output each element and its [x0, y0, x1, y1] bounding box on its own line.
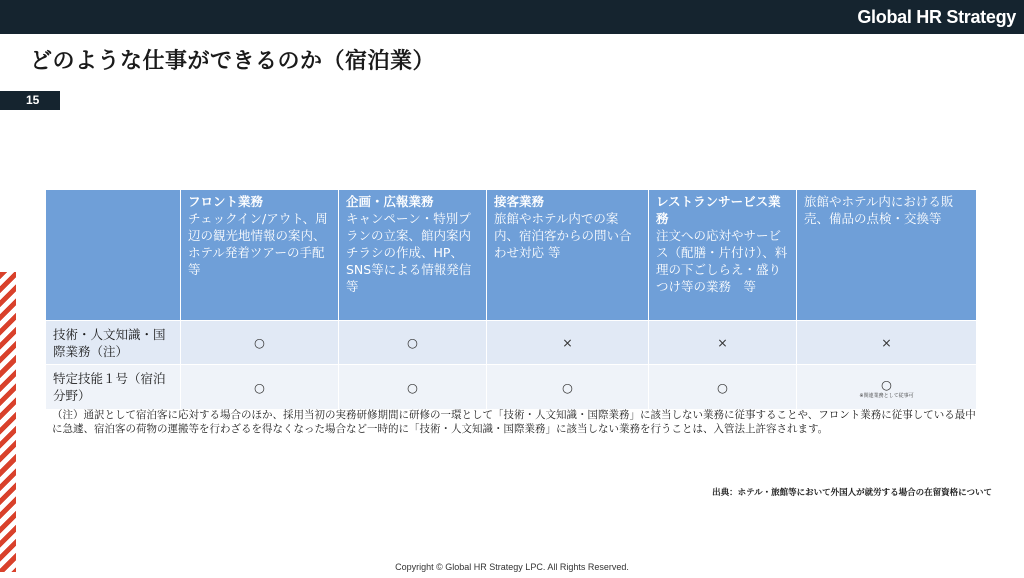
header-cell-planning: [339, 190, 487, 321]
source-citation: 出典：ホテル・旅館等において外国人が就労する場合の在留資格について: [712, 488, 992, 498]
mark-cell: ○: [339, 321, 487, 365]
mark-cell: ○: [649, 365, 797, 410]
header-detail: 旅館やホテル内での案内、宿泊客からの問い合わせ対応 等: [494, 211, 632, 260]
page-number: 15: [0, 91, 60, 110]
table-row: [46, 321, 977, 365]
header-cell-front: [181, 190, 339, 321]
row-label: 技術・人文知識・国際業務（注）: [46, 321, 181, 365]
mark-cell: ○: [487, 365, 649, 410]
footnote: （注）通訳として宿泊客に応対する場合のほか、採用当初の実務研修期間に研修の一環として「技術・人文知識・国際業務」に該当しない業務に従事することや、フロント業務に従事している最中に急遽、宿泊客の荷物の運搬等を行わざるを得なくなった場合など一時的に「技術・人文知識・国際業務」に該当しない業務を行うことは、入管法上許容されます。: [52, 409, 976, 435]
mark-cell: ×: [487, 321, 649, 365]
header-detail: 旅館やホテル内における販売、備品の点検・交換等: [804, 194, 954, 226]
mark-cell: ×: [649, 321, 797, 365]
decorative-stripes: [0, 272, 16, 572]
company-logo: Global HR Strategy: [857, 7, 1016, 27]
mark-cell-with-note: [797, 365, 977, 410]
mark-cell: ×: [797, 321, 977, 365]
mark-subnote: ※関連業務として従事可: [859, 392, 914, 399]
mark-cell: ○: [181, 365, 339, 410]
header-detail: キャンペーン・特別プランの立案、館内案内チラシの作成、HP、SNS等による情報発信 等: [346, 211, 484, 294]
header-detail: チェックイン/アウト、周辺の観光地情報の案内、ホテル発着ツアーの手配 等: [188, 211, 338, 277]
mark-cell: ○: [181, 321, 339, 365]
header-category: 企画・広報業務: [346, 194, 434, 209]
header-cell-restaurant: [649, 190, 797, 321]
table-header-row: [46, 190, 977, 321]
header-category: フロント業務: [188, 194, 264, 209]
table-row: [46, 365, 977, 410]
header-category: レストランサービス業務: [656, 194, 781, 226]
header-cell-other: [797, 190, 977, 321]
mark-cell: ○: [339, 365, 487, 410]
mark: ○: [881, 376, 892, 392]
header-detail: 注文への応対やサービス（配膳・片付け）、料理の下ごしらえ・盛りつけ等の業務 等: [656, 228, 788, 294]
header-cell-service: [487, 190, 649, 321]
copyright: Copyright © Global HR Strategy LPC. All Rights Reserved.: [395, 562, 629, 572]
job-scope-table: [45, 189, 977, 410]
header-corner-cell: [46, 190, 181, 321]
row-label: 特定技能１号（宿泊分野）: [46, 365, 181, 410]
header-category: 接客業務: [494, 194, 545, 209]
page-title: どのような仕事ができるのか（宿泊業）: [30, 49, 436, 74]
top-bar: [0, 0, 1024, 34]
